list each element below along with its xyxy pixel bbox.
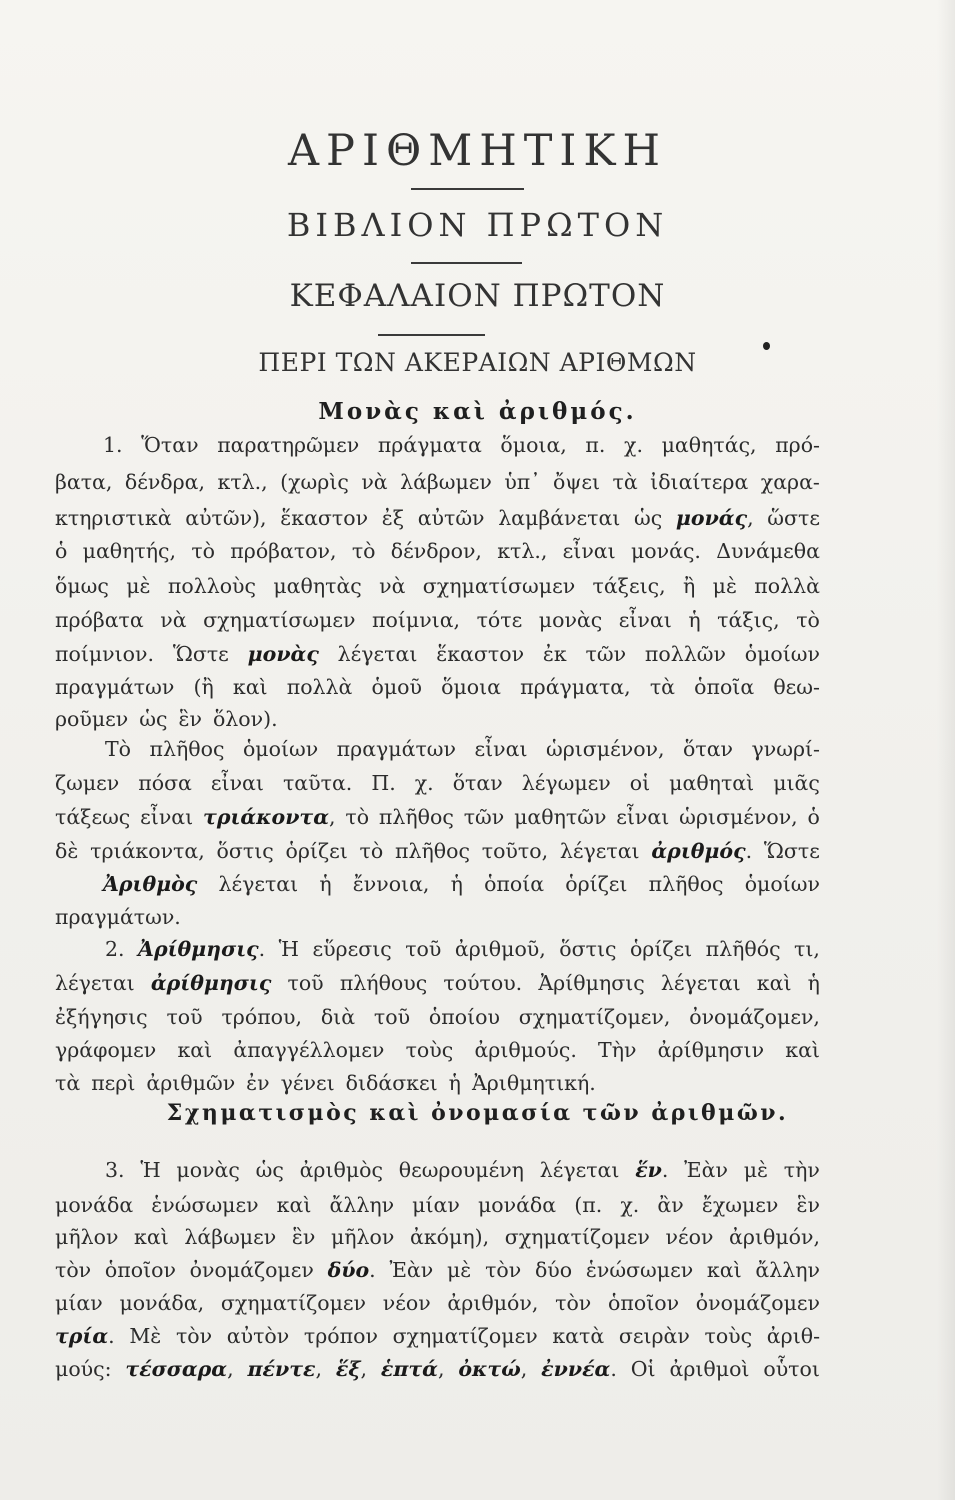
- word: πλῆθος: [395, 839, 470, 863]
- word: μὲ: [126, 574, 151, 598]
- word: πράγματα: [377, 433, 482, 457]
- word: ἑνώσωμεν: [585, 1258, 694, 1282]
- word: καὶ: [276, 1193, 312, 1217]
- bold-term: ἑπτά,: [380, 1357, 445, 1381]
- word: ἀριθμούς.: [474, 1038, 577, 1062]
- word: Ἡ: [140, 1158, 161, 1182]
- word: λέγεται: [660, 971, 741, 995]
- word: παρατηρῶμεν: [217, 433, 360, 457]
- word: ὅταν: [683, 737, 734, 761]
- text-line: [55, 641, 820, 667]
- word: ἀπαγγέλλομεν: [233, 1038, 385, 1062]
- word: λάβωμεν: [184, 1225, 277, 1249]
- word: ἑνώσωμεν: [151, 1193, 259, 1217]
- word: ὑπ᾽: [504, 470, 541, 494]
- word: πολλὰ: [286, 675, 353, 699]
- word: τριάκοντα,: [90, 839, 205, 863]
- bold-term: Ἀρίθμησις.: [138, 937, 266, 961]
- word: τὸν: [175, 1324, 213, 1348]
- word: τὸ: [345, 805, 370, 829]
- word: (ἢ: [193, 675, 214, 699]
- word: σειρὰν: [618, 1324, 690, 1348]
- word: ἀριθμῶν: [146, 1071, 236, 1095]
- text-line: [55, 1224, 820, 1250]
- bold-term: τέσσαρα,: [125, 1357, 234, 1381]
- word: θεωρουμένη: [398, 1158, 524, 1182]
- word: ἀριθμοῦ,: [454, 937, 546, 961]
- word: σχηματίζομεν: [220, 1291, 366, 1315]
- word: μιᾶς: [773, 771, 820, 795]
- word: ἐκ: [542, 642, 567, 666]
- word: μὲ: [446, 1258, 472, 1282]
- text-line: [55, 904, 820, 930]
- word: νέον: [665, 1225, 714, 1249]
- text-line: [55, 1323, 820, 1349]
- word: 1.: [103, 433, 123, 457]
- word: ἀριθμὸς: [299, 1158, 383, 1182]
- word: θεω-: [773, 675, 820, 699]
- text-line: [55, 970, 820, 996]
- book-rule: [411, 262, 522, 264]
- word: λέγωμεν: [521, 771, 611, 795]
- word: ροῦμεν: [55, 707, 129, 731]
- word: ὁρίζει: [285, 839, 348, 863]
- text-line: [55, 505, 820, 531]
- word: ποίμνιον.: [55, 642, 154, 666]
- word: 3.: [105, 1158, 125, 1182]
- word: τὸ: [359, 839, 384, 863]
- word: χ.: [624, 433, 643, 457]
- text-line: [55, 573, 820, 599]
- word: τὰ: [649, 675, 675, 699]
- word: πρό-: [775, 433, 820, 457]
- text-line: [105, 1157, 820, 1183]
- word: εἶναι: [474, 737, 528, 761]
- word: Ὅταν: [141, 433, 199, 457]
- word: τάξεις,: [592, 574, 666, 598]
- word: ἢ: [682, 574, 696, 598]
- word: ἡ: [448, 1071, 461, 1095]
- bold-term: ἀριθμός.: [651, 839, 753, 863]
- word: καὶ: [177, 1038, 213, 1062]
- word: μὲ: [743, 1158, 769, 1182]
- word: τὸ: [191, 539, 216, 563]
- word: σχηματίσωμεν: [422, 574, 576, 598]
- title-rule: [411, 188, 524, 190]
- word: καὶ: [232, 675, 268, 699]
- word: τοῦ: [287, 971, 324, 995]
- word: οὗτοι: [763, 1357, 820, 1381]
- bold-term: ἐννέα.: [541, 1357, 617, 1381]
- word: μὲ: [712, 574, 737, 598]
- word: πολλοὺς: [167, 574, 256, 598]
- word: ὁ: [807, 805, 820, 829]
- word: ὥστε: [767, 506, 820, 530]
- word: ὁμοίων: [242, 737, 319, 761]
- word: τοὺς: [405, 1038, 454, 1062]
- word: ἰδιαίτερα: [650, 470, 749, 494]
- text-line: [55, 804, 820, 830]
- word: κτλ.,: [217, 470, 268, 494]
- word: ὡρισμένον,: [679, 805, 798, 829]
- word: ὀνομάζομεν: [695, 1291, 820, 1315]
- word: σχηματίσωμεν: [203, 608, 356, 632]
- word: λέγεται: [559, 839, 640, 863]
- text-line: [55, 1004, 820, 1030]
- word: πολλῶν: [644, 642, 726, 666]
- word: τὸν: [555, 1291, 592, 1315]
- word: πλῆθος: [648, 872, 724, 896]
- word: ἀριθμόν,: [447, 1291, 539, 1315]
- word: μαθηταὶ: [669, 771, 755, 795]
- word: ποίμνια,: [372, 608, 461, 632]
- word: ἡ: [319, 872, 332, 896]
- word: Ἀριθμητική.: [471, 1071, 596, 1095]
- word: αὐτὸν: [226, 1324, 290, 1348]
- word: ὁμοίων: [744, 642, 820, 666]
- text-line: [105, 936, 820, 962]
- word: οἱ: [629, 771, 651, 795]
- word: πραγμάτων.: [55, 905, 181, 929]
- word: δύο: [534, 1258, 573, 1282]
- word: λαμβάνεται: [498, 506, 621, 530]
- word: ἔννοια,: [352, 872, 430, 896]
- word: πράγματα,: [520, 675, 631, 699]
- word: γνωρί-: [751, 737, 820, 761]
- text-line: [55, 1192, 820, 1218]
- word: τότε: [476, 608, 523, 632]
- text-line: [103, 871, 820, 897]
- word: ὁποίου: [428, 1005, 500, 1029]
- word: εἶναι: [140, 805, 194, 829]
- bold-term: μονάς,: [675, 506, 754, 530]
- word: εὕρεσις: [312, 937, 392, 961]
- word: ὅταν: [452, 771, 503, 795]
- word: δένδρον,: [390, 539, 482, 563]
- word: ἀκόμη),: [410, 1225, 490, 1249]
- word: Π.: [371, 771, 396, 795]
- word: τὸν: [485, 1258, 522, 1282]
- word: πλήθους: [339, 971, 428, 995]
- word: πρόβατον,: [230, 539, 337, 563]
- text-line: [55, 1037, 820, 1063]
- word: κατὰ: [552, 1324, 605, 1348]
- book-title: ΑΡΙΘΜΗΤΙΚΗ: [287, 126, 668, 176]
- word: ὅστις: [559, 937, 617, 961]
- word: μίαν: [412, 1193, 460, 1217]
- word: (π.: [574, 1193, 603, 1217]
- word: νέον: [382, 1291, 431, 1315]
- word: ἐξ: [381, 506, 405, 530]
- word: Μὲ: [129, 1324, 162, 1348]
- section-title-units: Μονὰς καὶ ἀριθμός.: [318, 398, 637, 425]
- word: Τὴν: [598, 1038, 637, 1062]
- word: ὅλον).: [212, 707, 278, 731]
- text-line: [55, 1257, 820, 1283]
- bold-term: τρία.: [55, 1324, 115, 1348]
- word: μονάδα: [55, 1193, 134, 1217]
- word: τάξις,: [717, 608, 780, 632]
- word: τὴν: [783, 1158, 820, 1182]
- text-line: [105, 736, 820, 762]
- word: ὁρίζει: [565, 872, 628, 896]
- word: ἓν: [796, 1193, 820, 1217]
- word: Δυνάμεθα: [716, 539, 820, 563]
- word: τρόπον: [303, 1324, 378, 1348]
- word: ἓν: [291, 1225, 316, 1249]
- word: νὰ: [160, 608, 187, 632]
- word: ἀριθμόν,: [729, 1225, 820, 1249]
- word: ὀνομάζομεν,: [689, 1005, 820, 1029]
- word: ὡς: [634, 506, 663, 530]
- text-line: [55, 706, 820, 732]
- word: καὶ: [785, 1038, 820, 1062]
- bold-term: ἀρίθμησις: [150, 971, 272, 995]
- word: τοὺς: [704, 1324, 753, 1348]
- word: βατα,: [55, 470, 113, 494]
- word: ἂν: [657, 1193, 684, 1217]
- word: τὰ: [55, 1071, 81, 1095]
- word: Ἐὰν: [389, 1258, 434, 1282]
- word: δὲ: [55, 839, 79, 863]
- word: λάβωμεν: [400, 470, 492, 494]
- word: τάξεως: [55, 805, 131, 829]
- text-line: [55, 1290, 820, 1316]
- word: Ἀρίθμησις: [538, 971, 645, 995]
- word: τὰ: [612, 470, 638, 494]
- word: ὁ: [55, 539, 68, 563]
- word: Ἐὰν: [684, 1158, 728, 1182]
- word: Ἡ: [278, 937, 299, 961]
- word: λέγεται: [55, 971, 135, 995]
- word: ἄλλην: [755, 1258, 820, 1282]
- word: χαρα-: [760, 470, 820, 494]
- word: (χωρὶς: [280, 470, 349, 494]
- word: ὅμως: [55, 574, 109, 598]
- word: μονάς.: [630, 539, 701, 563]
- word: διδάσκει: [345, 1071, 438, 1095]
- word: μονὰς: [538, 608, 603, 632]
- word: ἕκαστον: [436, 642, 525, 666]
- word: τοῦ: [405, 937, 442, 961]
- word: ἡ: [450, 872, 463, 896]
- word: λέγεται: [218, 872, 299, 896]
- word: εἶναι: [210, 771, 264, 795]
- word: πρόβατα: [55, 608, 144, 632]
- word: τὸ: [351, 539, 376, 563]
- word: ἕκαστον: [280, 506, 369, 530]
- word: τῶν: [585, 642, 627, 666]
- word: ἐν: [246, 1071, 270, 1095]
- word: π.: [585, 433, 606, 457]
- word: τῶν: [463, 805, 505, 829]
- chapter-heading: ΚΕΦΑΛΑΙΟΝ ΠΡΩΤΟΝ: [289, 278, 666, 314]
- word: ἓν: [178, 707, 202, 731]
- bold-term: τριάκοντα,: [203, 805, 336, 829]
- text-line: [103, 432, 820, 458]
- bold-term: Ἀριθμὸς: [103, 872, 198, 896]
- bold-term: μονὰς: [247, 642, 319, 666]
- word: ἀριθ-: [766, 1324, 820, 1348]
- word: σχηματίζομεν,: [518, 1005, 671, 1029]
- word: Ὥστε: [172, 642, 229, 666]
- word: πλῆθος: [149, 737, 225, 761]
- word: ὁποῖον: [104, 1258, 176, 1282]
- word: σχηματίζομεν: [504, 1225, 650, 1249]
- word: ὁποία: [484, 872, 545, 896]
- word: ὁμοῦ: [371, 675, 422, 699]
- section-title-formation: Σχηματισμὸς καὶ ὀνομασία τῶν ἀριθμῶν.: [166, 1100, 789, 1126]
- word: ὁποῖα: [694, 675, 755, 699]
- word: καὶ: [756, 971, 792, 995]
- word: τρόπου,: [221, 1005, 302, 1029]
- word: πόσα: [138, 771, 192, 795]
- word: μονάδα,: [119, 1291, 205, 1315]
- text-line: [55, 770, 820, 796]
- word: μῆλον: [330, 1225, 395, 1249]
- word: τὸ: [796, 608, 820, 632]
- word: ὡρισμένον,: [546, 737, 665, 761]
- word: εἶναι: [616, 805, 670, 829]
- word: ὅστις: [216, 839, 274, 863]
- word: μονάδα: [477, 1193, 557, 1217]
- word: νὰ: [379, 574, 406, 598]
- word: ὁρίζει: [629, 937, 693, 961]
- word: μαθητὰς: [273, 574, 362, 598]
- word: Τὸ: [105, 737, 132, 761]
- word: λέγεται: [337, 642, 418, 666]
- word: ὀνομάζομεν: [189, 1258, 314, 1282]
- bold-term: ἕν.: [635, 1158, 669, 1182]
- word: 2.: [105, 937, 125, 961]
- word: ἄλλην: [329, 1193, 395, 1217]
- word: μονὰς: [176, 1158, 240, 1182]
- word: τούτου.: [443, 971, 523, 995]
- word: αὐτῶν),: [185, 506, 267, 530]
- bold-term: ὀκτώ,: [458, 1357, 528, 1381]
- text-line: [55, 1070, 820, 1096]
- word: πραγμάτων: [55, 675, 175, 699]
- subject-heading: ΠΕΡΙ ΤΩΝ ΑΚΕΡΑΙΩΝ ΑΡΙΘΜΩΝ: [258, 348, 697, 377]
- text-line: [55, 538, 820, 564]
- word: ὡς: [139, 707, 168, 731]
- word: κτηριστικὰ: [55, 506, 172, 530]
- word: πλῆθός: [705, 937, 781, 961]
- word: Οἱ: [630, 1357, 656, 1381]
- word: νὰ: [361, 470, 388, 494]
- word: ὡς: [255, 1158, 284, 1182]
- bold-term: ἕξ,: [335, 1357, 368, 1381]
- book-number-heading: ΒΙΒΛΙΟΝ ΠΡΩΤΟΝ: [286, 206, 669, 244]
- word: μῆλον: [55, 1225, 119, 1249]
- word: τοῦ: [166, 1005, 203, 1029]
- word: ὁμοίων: [744, 872, 820, 896]
- word: μίαν: [55, 1291, 103, 1315]
- text-line: [55, 469, 820, 495]
- word: ὅμοια,: [500, 433, 567, 457]
- word: καὶ: [134, 1225, 169, 1249]
- word: γράφομεν: [55, 1038, 157, 1062]
- word: κτλ.,: [497, 539, 548, 563]
- bold-term: δύο.: [327, 1258, 376, 1282]
- text-line: [55, 607, 820, 633]
- word: ἡ: [807, 971, 820, 995]
- word: ὁποῖον: [608, 1291, 680, 1315]
- word: αὐτῶν: [417, 506, 485, 530]
- word: Ὥστε: [763, 839, 820, 863]
- bold-term: πέντε,: [247, 1357, 322, 1381]
- chapter-rule: [378, 334, 485, 336]
- word: μαθητάς,: [661, 433, 757, 457]
- word: εἶναι: [618, 608, 672, 632]
- word: ζωμεν: [55, 771, 120, 795]
- word: καὶ: [706, 1258, 742, 1282]
- word: χ.: [414, 771, 434, 795]
- word: ἡ: [688, 608, 701, 632]
- word: διὰ: [320, 1005, 356, 1029]
- word: λέγεται: [539, 1158, 620, 1182]
- text-line: [55, 674, 820, 700]
- word: ὄψει: [552, 470, 601, 494]
- word: ἔχωμεν: [701, 1193, 779, 1217]
- word: ἐξήγησις: [55, 1005, 148, 1029]
- word: δένδρα,: [124, 470, 206, 494]
- word: τοῦτο,: [481, 839, 549, 863]
- word: τὸν: [55, 1258, 92, 1282]
- word: μαθητῶν: [514, 805, 607, 829]
- word: μούς:: [55, 1357, 112, 1381]
- word: ἀρίθμησιν: [657, 1038, 765, 1062]
- word: ταῦτα.: [282, 771, 353, 795]
- word: γένει: [280, 1071, 335, 1095]
- word: μαθητής,: [82, 539, 177, 563]
- word: χ.: [620, 1193, 640, 1217]
- word: πλῆθος: [378, 805, 454, 829]
- word: περὶ: [91, 1071, 136, 1095]
- text-line: [55, 838, 820, 864]
- word: τι,: [794, 937, 820, 961]
- word: ἀριθμοὶ: [669, 1357, 750, 1381]
- word: σχηματίζομεν: [392, 1324, 538, 1348]
- word: πραγμάτων: [336, 737, 456, 761]
- text-line: [55, 1356, 820, 1382]
- word: τοῦ: [373, 1005, 411, 1029]
- word: πολλὰ: [754, 574, 820, 598]
- word: εἶναι: [562, 539, 616, 563]
- word: ὅμοια: [441, 675, 502, 699]
